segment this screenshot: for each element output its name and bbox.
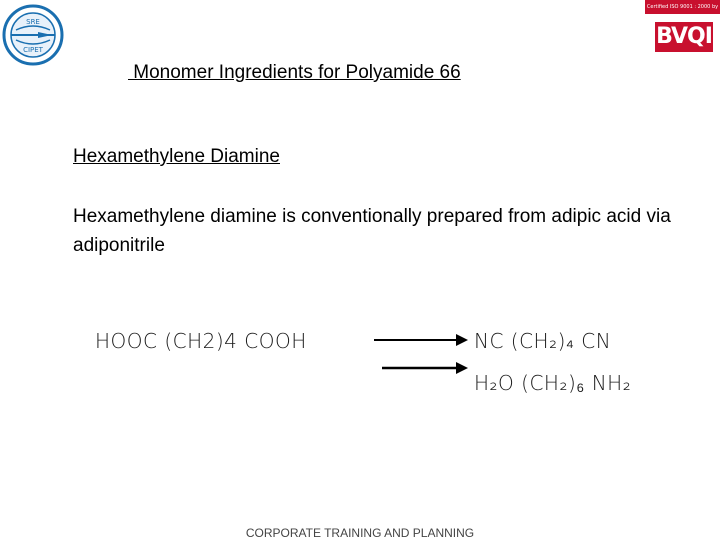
footer-text: CORPORATE TRAINING AND PLANNING — [245, 526, 475, 540]
logo-text-top: SRE — [26, 18, 40, 26]
reaction-scheme — [0, 320, 720, 400]
product-diamine: H₂O (CH₂)₆ NH₂ — [474, 371, 632, 395]
bvqi-logo-text: BVQI — [655, 22, 713, 52]
cipet-logo — [2, 4, 64, 66]
logo-text-bottom: CIPET — [23, 46, 43, 54]
slide-title: Monomer Ingredients for Polyamide 66 — [128, 62, 461, 83]
reaction-arrows — [372, 328, 472, 384]
product-adiponitrile: NC (CH₂)₄ CN — [474, 329, 612, 353]
arrow-head-2 — [456, 362, 468, 374]
reactant-formula: HOOC (CH2)4 COOH — [95, 329, 307, 353]
bvqi-logo — [645, 0, 720, 54]
certification-text: Certified ISO 9001 : 2000 by — [645, 0, 720, 14]
arrow-head-1 — [456, 334, 468, 346]
section-heading: Hexamethylene Diamine — [73, 146, 280, 167]
body-paragraph: Hexamethylene diamine is conventionally prepared from adipic acid via adiponitrile — [73, 206, 671, 256]
